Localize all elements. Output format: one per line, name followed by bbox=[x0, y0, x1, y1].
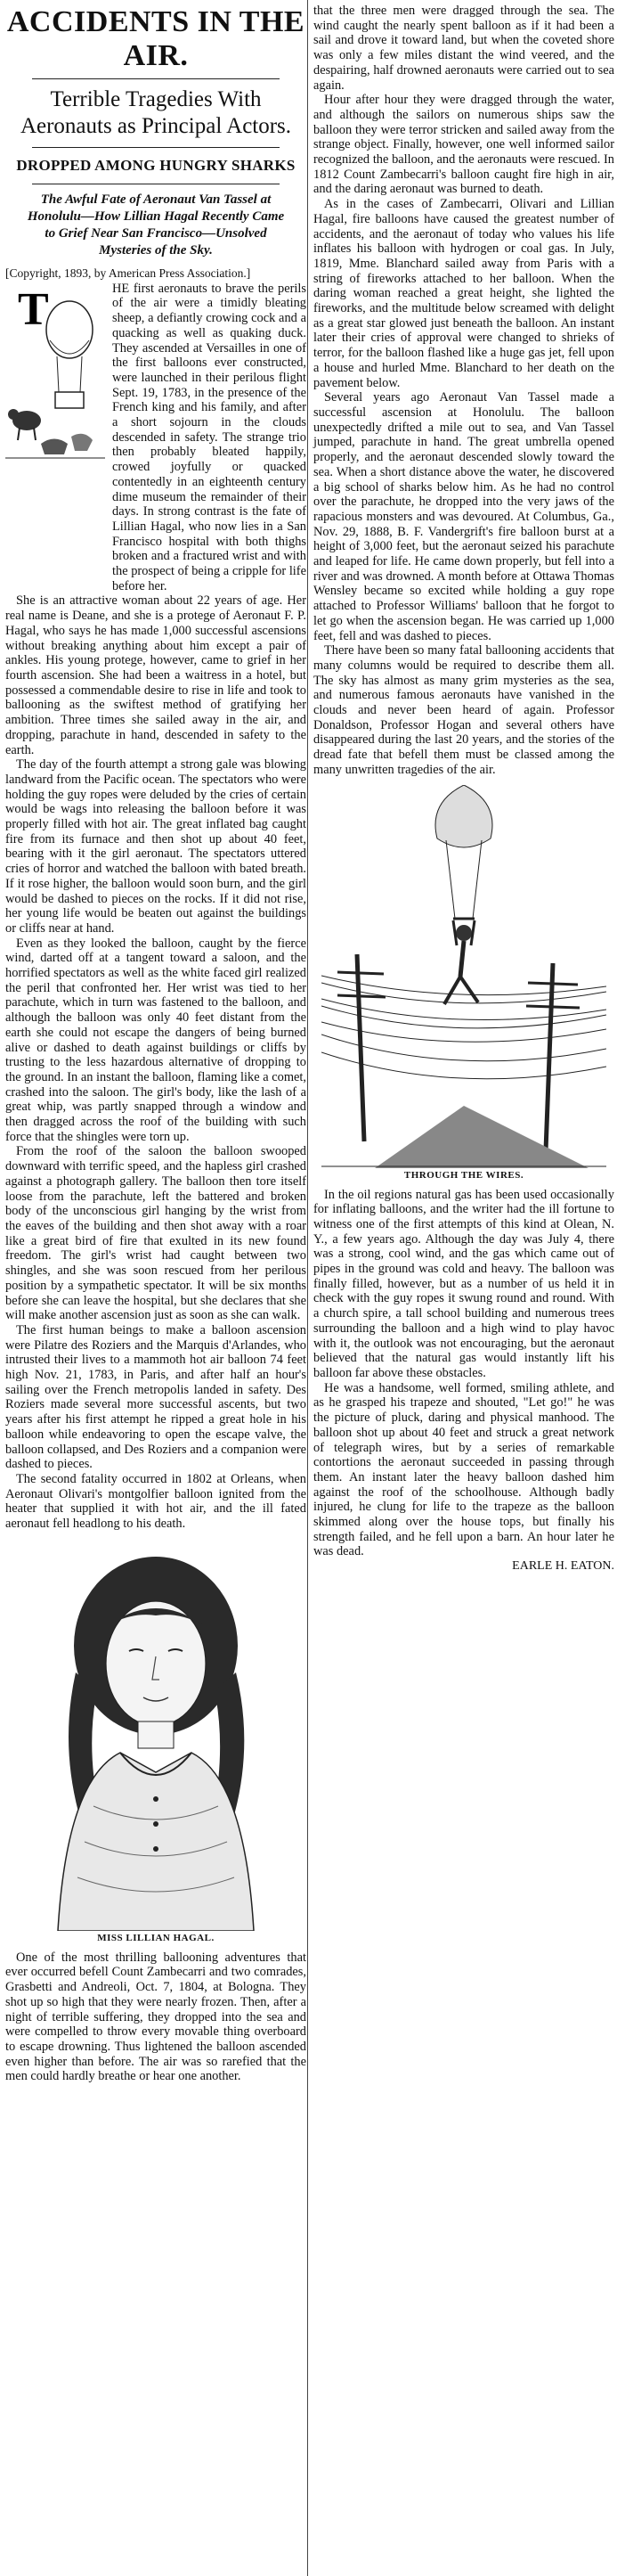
paragraph: From the roof of the saloon the balloon swooped downward with terrific speed, and the hapless girl crashed against a photograph gallery. The balloon then tore itself loose from the parachute, left the battered and broken body of the unconscious girl hanging by the wrist from the eaves of the building and then shot away with a roar like a great bird of fire that exulted in its new found freedom. The girl's wrist had caught between two shingles, and she was soon rescued from her perilous position by a sympathetic spectator. It will be six months before she can leave the hospital, but she declares that she will make another ascension just as soon as she can walk. bbox=[5, 1144, 306, 1323]
portrait-caption: MISS LILLIAN HAGAL. bbox=[97, 1932, 215, 1943]
article-body-left bbox=[5, 282, 306, 1532]
subheadline: Terrible Tragedies With Aeronauts as Principal Actors. bbox=[20, 87, 292, 138]
dropcap-letter: T bbox=[18, 286, 49, 335]
paragraph: Even as they looked the balloon, caught by the fierce wind, darted off at a tangent toward a saloon, and the horrified spectators as well as the white faced girl realized the peril that confronted her. Her wrist was tied to her parachute, which in turn was fastened to the balloon, and although the balloon was only 40 feet distant from the earth she could not escape the dangers of being burned alive or dashed to death against buildings or cliffs by trusting to the less hazardous alternative of dropping to the ground. In an instant the balloon, flaming like a comet, crashed into the saloon. The girl's body, like the lash of a great whip, was partly snapped through a window and then dragged across the roof of the building with such force that the shingles were torn up. bbox=[5, 936, 306, 1144]
paragraph: As in the cases of Zambecarri, Olivari and Lillian Hagal, fire balloons have caused the greatest number of accidents, and the aeronaut of today who values his life inflates his balloon with hydrogen or coal gas. In July, 1819, Mme. Blanchard sailed away from Paris with a string of fireworks attached to her balloon. When the daring woman reached a great height, she lighted the fireworks, and the multitude below screamed with delight as a great star glowed just beneath the balloon. An instant later their cries of approval were changed to shrieks of terror, for the balloon flashed like a huge gas jet, fell upon a house and hurled Mme. Blanchard to her death on the pavement below. bbox=[313, 197, 614, 390]
wires-caption: THROUGH THE WIRES. bbox=[403, 1169, 524, 1181]
headline: ACCIDENTS IN THE AIR. bbox=[6, 5, 305, 72]
article-body-left-tail bbox=[5, 1950, 306, 2084]
article-body-right-2 bbox=[313, 1188, 614, 1574]
paragraph: Several years ago Aeronaut Van Tassel made a successful ascension at Honolulu. The balloon unexpectedly drifted a mile out to sea, and Van Tassel jumped, parachute in hand. The great umbrella opened properly, and the aeronaut descended slowly toward the sea. When a short distance above the water, he discovered a big school of sharks below him. As he had no control over the parachute, he dropped into the very jaws of the rapacious monsters and was devoured. At Columbus, Ga., Nov. 29, 1888, B. F. Vandergrift's fire balloon burst at a height of 3,000 feet, but the aeronaut seized his parachute and leaped for life. He came down properly, but fell into a river and was drowned. A month before at Ottawa Thomas Wensley became so excited while holding a guy rope attached to Professor Williams' balloon that he forgot to let go when the ascension began. He was carried up 1,000 feet, fell and was dashed to pieces. bbox=[313, 390, 614, 643]
article-body-right bbox=[313, 4, 614, 778]
deck: The Awful Fate of Aeronaut Van Tassel at Honolulu—How Lillian Hagal Recently Came to Grief Near San Francisco—Unsolved Mysteries of the Sky. bbox=[27, 192, 285, 258]
paragraph: The second fatality occurred in 1802 at Orleans, when Aeronaut Olivari's montgolfier balloon ignited from the heater that supplied it with hot air, and the ill fated aeronaut fell headlong to his death. bbox=[5, 1471, 306, 1532]
through-the-wires-illustration bbox=[321, 785, 606, 1168]
paragraph: She is an attractive woman about 22 years of age. Her real name is Deane, and she is a protege of Aeronaut F. P. Hagal, who says he has made 1,000 successful ascensions without breaking anything about him except a pair of ankles. His young protege, however, came to grief in her fourth ascension. She had been a waitress in a hotel, but possessed a commendable desire to rise in life and took to ballooning as the swiftest method of gratifying her ambition. Three times she sailed away in the air, and dropping, parachute in hand, descended in safety to the earth. bbox=[5, 593, 306, 757]
left-column bbox=[5, 0, 306, 2084]
right-column bbox=[313, 0, 614, 1574]
paragraph: There have been so many fatal ballooning accidents that many columns would be required to describe them all. The sky has almost as many grim mysteries as the sea, and numerous famous aeronauts have vanished in the clouds and never been heard of again. Professor Donaldson, Professor Hogan and several others have disappeared during the last 20 years, and the stories of the dread fate that befell them must be classed among the many unwritten tragedies of the air. bbox=[313, 643, 614, 777]
paragraph: The first human beings to make a balloon ascension were Pilatre des Roziers and the Marquis d'Arlandes, who intrusted their lives to a mammoth hot air balloon 74 feet high Nov. 21, 1783, in Paris, and after half an hour's sailing over the French metropolis landed in safety. Des Roziers made several more successful ascents, but two years after his first attempt he ripped a great hole in his balloon while endeavoring to open the escape valve, the balloon collapsed, and Des Roziers and a companion were dashed to pieces. bbox=[5, 1322, 306, 1472]
rule bbox=[32, 78, 280, 79]
paragraph: Hour after hour they were dragged through the water, and although the sailors on numerous ships saw the balloon they were terror stricken and sailed away from the strange object. Finally, however, one well informed sailor recognized the balloon, and the aeronauts were rescued. In 1812 Count Zambecarri's balloon caught fire high in air, and the daring aeronaut was burned to death. bbox=[313, 93, 614, 197]
author-signature: EARLE H. EATON. bbox=[512, 1559, 614, 1574]
balloon-animals-illustration bbox=[5, 287, 105, 462]
paragraph: HE first aeronauts to brave the perils of the air were a timidly bleating sheep, a defiantly crowing cock and a quacking as well as quaking duck. They ascended at Versailles in one of the first balloons ever constructed, were launched in their perilous flight Sept. 19, 1783, in the presence of the French king and his family, and after a short sojourn in the clouds descended in safety. The strange trio then probably bleated happily, crowed joyfully or quacked contentedly in an eighteenth century dime museum the remainder of their days. In strong contrast is the fate of Lillian Hagal, who now lies in a San Francisco hospital with both thighs broken and a fractured wrist and with the prospect of being a cripple for life before her. bbox=[112, 281, 306, 593]
kicker-head: DROPPED AMONG HUNGRY SHARKS bbox=[16, 157, 296, 174]
lillian-hagal-portrait bbox=[22, 1539, 289, 1931]
paragraph: One of the most thrilling ballooning adventures that ever occurred befell Count Zambecarri and two comrades, Grasbetti and Andreoli, Oct. 7, 1804, at Bologna. They shot up so high that they were nearly frozen. Then, after a night of terrible suffering, they dropped into the sea and were compelled to throw every movable thing overboard to escape drowning. Thus lightened the balloon ascended even higher than before. The air was so rarefied that the men could hardly breathe or hear one another. bbox=[5, 1950, 306, 2084]
opening-block bbox=[5, 282, 306, 594]
paragraph: He was a handsome, well formed, smiling athlete, and as he grasped his trapeze and shouted, "Let go!" he was the picture of pluck, daring and physical manhood. The balloon shot up about 40 feet and struck a great network of telegraph wires, but by a series of remarkable contortions the aeronaut succeeded in passing through them. An instant later the heavy balloon dashed him against the roof of the schoolhouse. Although badly injured, he clung for life to the trapeze as the balloon skimmed along over the house tops, but finally his strength failed, and he fell upon a barn. An hour later he was dead. bbox=[313, 1380, 614, 1559]
paragraph: In the oil regions natural gas has been used occasionally for inflating balloons, and the writer had the ill fortune to witness one of the first attempts of this kind at Olean, N. Y., a few years ago. Although the day was July 4, there was a strong, cool wind, and the gas which came out of pipes in the ground was cold and heavy. The balloon was finally filled, however, but as a number of us held it in check with the guy ropes it swung round and round. With a church spire, a tall school building and numerous trees surrounding the balloon and a high wind to play havoc with it, the outlook was not encouraging, but the aeronaut believed that the natural gas would instantly lift his balloon far above these obstacles. bbox=[313, 1187, 614, 1380]
portrait-figure bbox=[5, 1539, 306, 1943]
wires-figure bbox=[313, 785, 614, 1181]
rule bbox=[32, 147, 280, 148]
column-divider bbox=[307, 0, 308, 2576]
paragraph: that the three men were dragged through the sea. The wind caught the nearly spent balloon as if it had been a sail and drove it toward land, but when the coveted shore was only a few miles distant the wind veered, and the despairing, half drowned aeronauts were carried out to sea again. bbox=[313, 4, 614, 93]
copyright-line: [Copyright, 1893, by American Press Association.] bbox=[5, 266, 251, 280]
paragraph: The day of the fourth attempt a strong gale was blowing landward from the Pacific ocean. The spectators who were holding the guy ropes were deluded by the cries of certain would be wags into releasing the balloon before it was properly filled with hot air. The great inflated bag caught fire from its furnace and then shot up about 40 feet, bearing with it the girl aeronaut. The spectators uttered cries of horror and watched the balloon with bated breath. If it rose higher, the balloon would soon burn, and the girl would be dashed to pieces on the rocks. If it did not rise, her young life would be beaten out against the buildings or cliffs near at hand. bbox=[5, 757, 306, 936]
